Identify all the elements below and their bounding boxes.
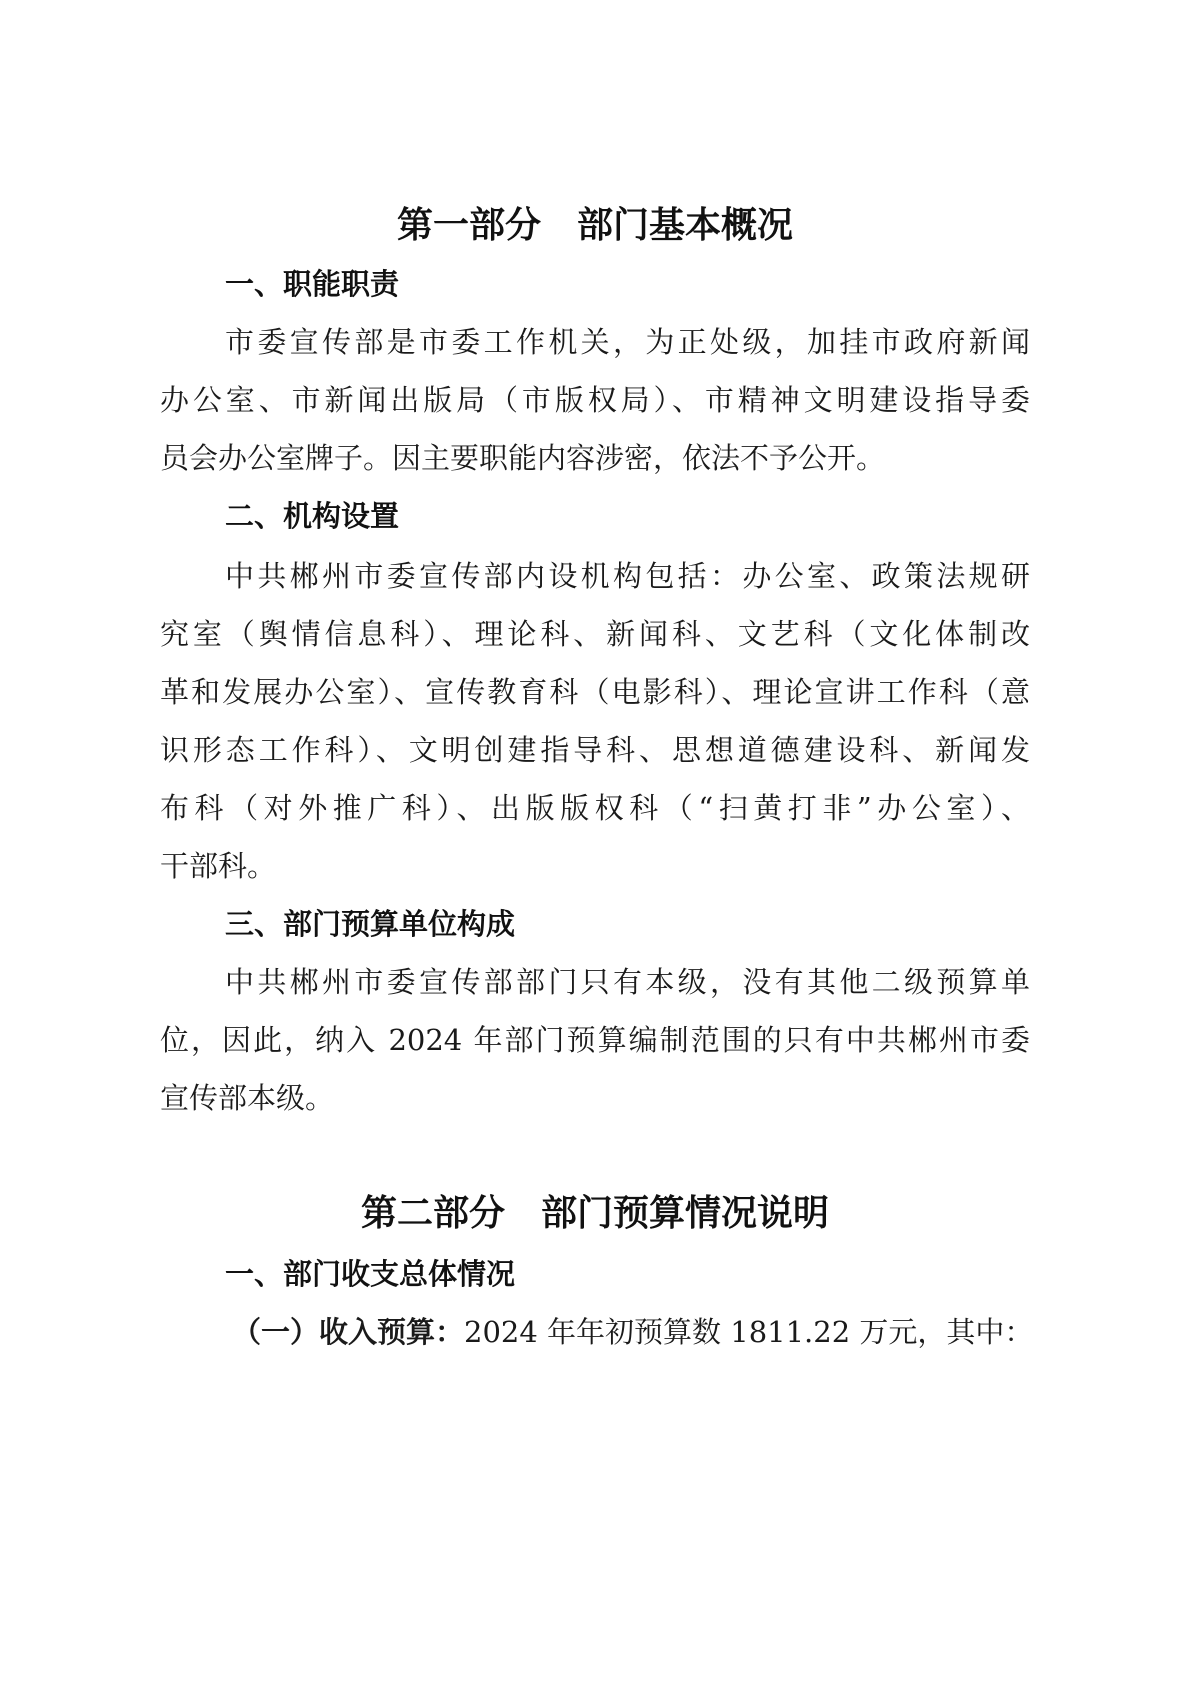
paragraph-line: 位，因此，纳入 2024 年部门预算编制范围的只有中共郴州市委	[160, 1023, 1030, 1057]
section-heading-overall: 一、部门收支总体情况	[225, 1257, 516, 1291]
paragraph-line: 究室（舆情信息科）、理论科、新闻科、文艺科（文化体制改	[160, 617, 1030, 651]
paragraph-line: 布科（对外推广科）、出版版权科（“扫黄打非”办公室）、	[160, 791, 1030, 825]
paragraph-line: 员会办公室牌子。因主要职能内容涉密，依法不予公开。	[160, 441, 886, 475]
part2-title: 第二部分 部门预算情况说明	[360, 1193, 829, 1234]
section-heading-budget-units: 三、部门预算单位构成	[225, 907, 516, 941]
paragraph-line: 识形态工作科）、文明创建指导科、思想道德建设科、新闻发	[160, 733, 1030, 767]
income-budget-text: 2024 年年初预算数 1811.22 万元，其中：	[464, 1315, 1034, 1349]
section-heading-functions: 一、职能职责	[225, 267, 400, 301]
part1-title: 第一部分 部门基本概况	[396, 205, 793, 246]
paragraph-line: 中共郴州市委宣传部内设机构包括：办公室、政策法规研	[225, 559, 1030, 593]
section-heading-organization: 二、机构设置	[225, 499, 400, 533]
paragraph-line: 中共郴州市委宣传部部门只有本级，没有其他二级预算单	[225, 965, 1030, 999]
income-budget-label: （一）收入预算：	[232, 1315, 465, 1349]
paragraph-line: 干部科。	[160, 849, 277, 883]
paragraph-line: 市委宣传部是市委工作机关，为正处级，加挂市政府新闻	[225, 325, 1030, 359]
paragraph-line: 革和发展办公室）、宣传教育科（电影科）、理论宣讲工作科（意	[160, 675, 1030, 709]
paragraph-line: 宣传部本级。	[160, 1081, 335, 1115]
income-budget-line	[232, 1312, 1034, 1352]
paragraph-line: 办公室、市新闻出版局（市版权局）、市精神文明建设指导委	[160, 383, 1030, 417]
